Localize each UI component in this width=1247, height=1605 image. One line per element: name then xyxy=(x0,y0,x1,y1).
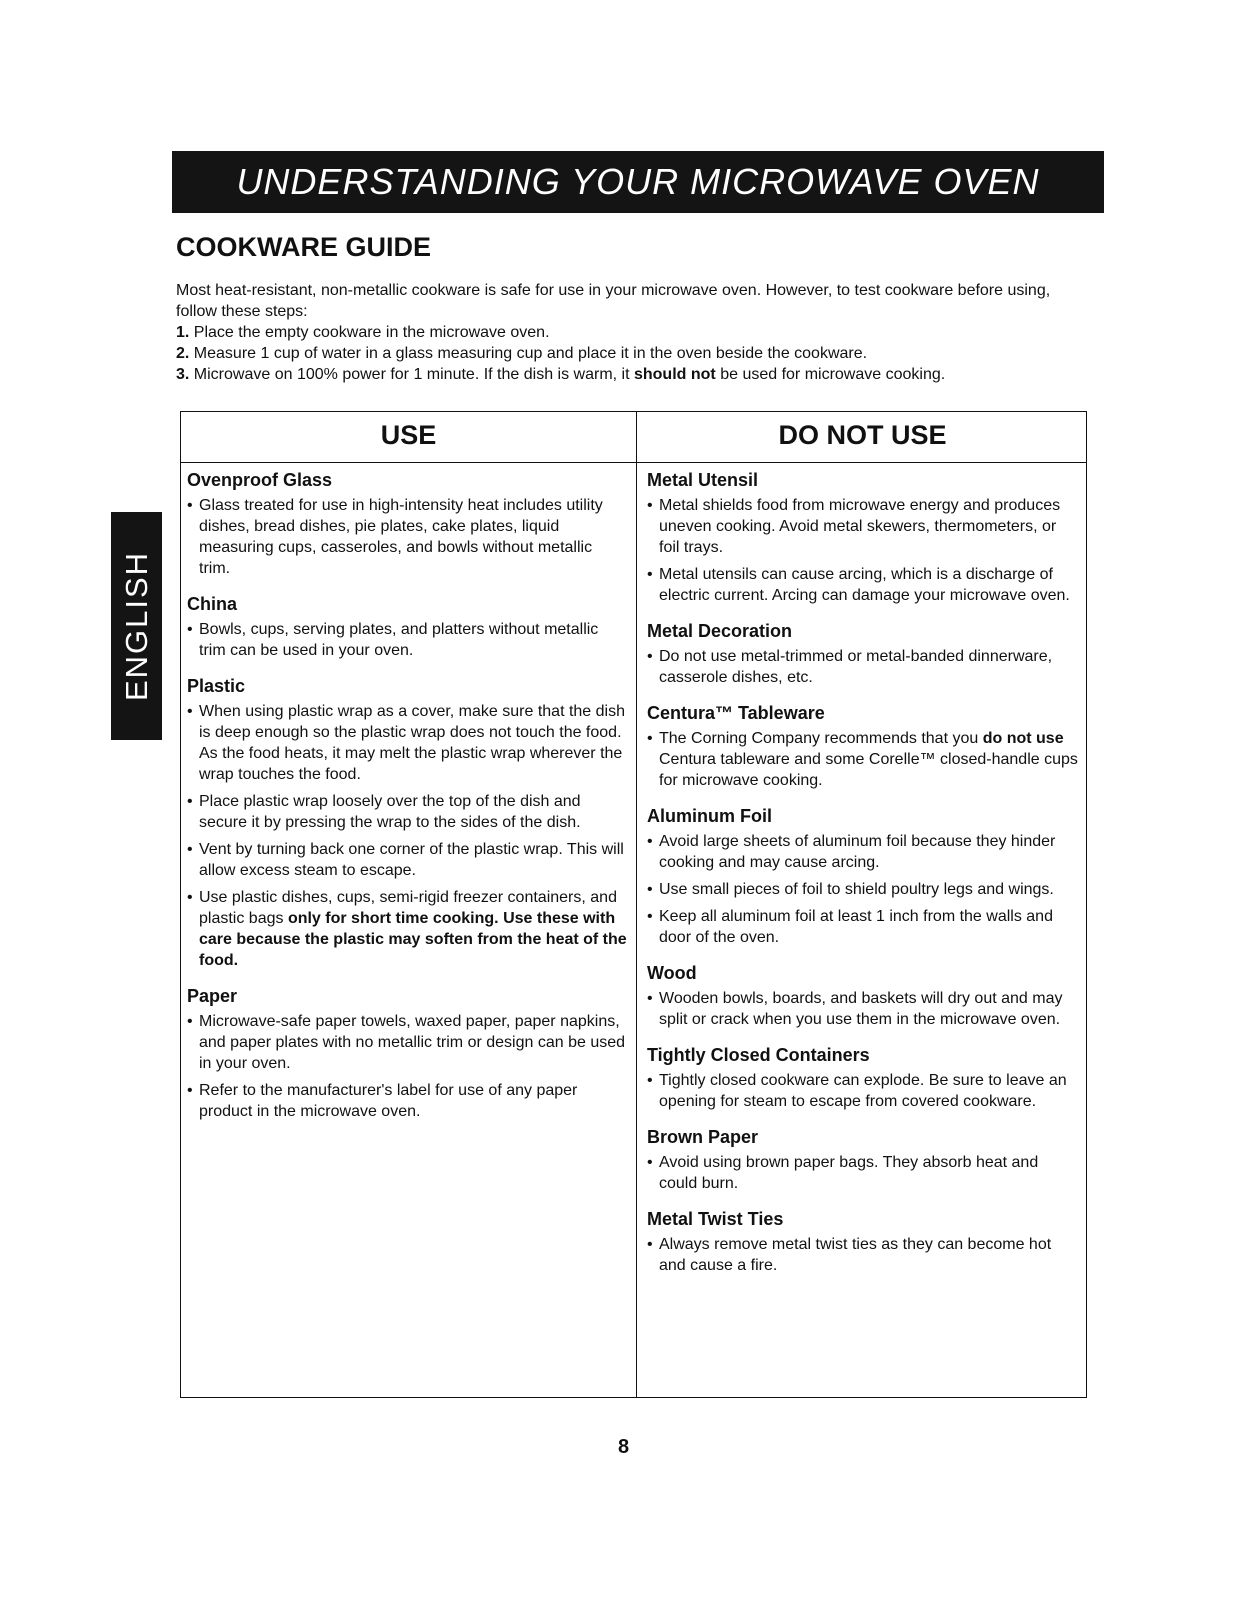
category-metal-twist-ties xyxy=(647,1208,1079,1276)
cookware-table xyxy=(180,411,1087,1398)
category-metal-decoration xyxy=(647,620,1079,688)
list-item: • Keep all aluminum foil at least 1 inch from the walls and door of the oven. xyxy=(647,906,1079,948)
list-item: • Tightly closed cookware can explode. Be sure to leave an opening for steam to escape from covered cookware. xyxy=(647,1070,1079,1112)
step-number: 2. xyxy=(176,345,190,362)
category-title: Plastic xyxy=(187,676,246,696)
language-tab-label: ENGLISH xyxy=(118,550,154,702)
category-title: Metal Utensil xyxy=(647,470,759,490)
list-item: • Bowls, cups, serving plates, and platters without metallic trim can be used in your oven. xyxy=(187,619,627,661)
category-title: Brown Paper xyxy=(647,1127,759,1147)
step-number: 1. xyxy=(176,324,190,341)
page-banner: UNDERSTANDING YOUR MICROWAVE OVEN xyxy=(172,151,1104,213)
list-item-text-bold: do not use xyxy=(982,730,1064,747)
list-item: • Microwave-safe paper towels, waxed paper, paper napkins, and paper plates with no metallic trim or design can be used in your oven. xyxy=(187,1011,627,1074)
list-item: • Vent by turning back one corner of the plastic wrap. This will allow excess steam to escape. xyxy=(187,839,627,881)
list-item: • Metal shields food from microwave energy and produces uneven cooking. Avoid metal skewers, thermometers, or foil trays. xyxy=(647,495,1079,558)
list-item-text: Use plastic dishes, cups, semi-rigid freezer containers, and plastic bags xyxy=(199,889,617,927)
step-text-bold: should not xyxy=(633,366,716,383)
step-text: Microwave on 100% power for 1 minute. If the dish is warm, it xyxy=(193,366,634,383)
list-item: • Do not use metal-trimmed or metal-banded dinnerware, casserole dishes, etc. xyxy=(647,646,1079,688)
category-title: Paper xyxy=(187,986,238,1006)
intro-block xyxy=(176,280,1066,385)
do-not-use-column-header: DO NOT USE xyxy=(778,420,947,450)
language-tab xyxy=(111,512,162,740)
category-title: Wood xyxy=(647,963,697,983)
list-item: • Always remove metal twist ties as they can become hot and cause a fire. xyxy=(647,1234,1079,1276)
category-title: Tightly Closed Containers xyxy=(647,1045,870,1065)
category-centura-tableware xyxy=(647,702,1079,791)
list-item-text: Centura tableware and some Corelle™ closed-handle cups for microwave cooking. xyxy=(659,751,1078,789)
intro-paragraph: Most heat-resistant, non-metallic cookware is safe for use in your microwave oven. However, to test cookware before using, follow these steps: xyxy=(176,282,1051,320)
use-column xyxy=(187,469,627,1136)
step-text: Place the empty cookware in the microwave oven. xyxy=(193,324,550,341)
list-item-text-bold: only for short time cooking. Use these with care because the plastic may soften from the heat of the food. xyxy=(199,910,627,969)
list-item: • Avoid large sheets of aluminum foil because they hinder cooking and may cause arcing. xyxy=(647,831,1079,873)
category-ovenproof-glass xyxy=(187,469,627,579)
category-title: China xyxy=(187,594,238,614)
category-title: Ovenproof Glass xyxy=(187,470,333,490)
do-not-use-column xyxy=(647,469,1079,1290)
use-column-header: USE xyxy=(380,420,437,450)
step-text: Measure 1 cup of water in a glass measuring cup and place it in the oven beside the cookware. xyxy=(193,345,868,362)
column-divider xyxy=(636,412,637,1397)
list-item xyxy=(647,728,1079,791)
list-item: • Use small pieces of foil to shield poultry legs and wings. xyxy=(647,879,1079,900)
list-item: • Metal utensils can cause arcing, which is a discharge of electric current. Arcing can damage your microwave oven. xyxy=(647,564,1079,606)
category-title: Metal Twist Ties xyxy=(647,1209,784,1229)
list-item: • Avoid using brown paper bags. They absorb heat and could burn. xyxy=(647,1152,1079,1194)
intro-step xyxy=(176,364,1066,385)
list-item: • Refer to the manufacturer's label for use of any paper product in the microwave oven. xyxy=(187,1080,627,1122)
list-item-text: The Corning Company recommends that you xyxy=(659,730,983,747)
category-brown-paper xyxy=(647,1126,1079,1194)
category-plastic xyxy=(187,675,627,971)
category-aluminum-foil xyxy=(647,805,1079,948)
category-title: Centura™ Tableware xyxy=(647,703,825,723)
list-item: • Glass treated for use in high-intensity heat includes utility dishes, bread dishes, pie plates, cake plates, liquid measuring cups, casseroles, and bowls without metallic trim. xyxy=(187,495,627,579)
category-metal-utensil xyxy=(647,469,1079,606)
step-text: be used for microwave cooking. xyxy=(715,366,946,383)
category-tightly-closed-containers xyxy=(647,1044,1079,1112)
header-divider xyxy=(181,462,1086,463)
intro-step xyxy=(176,343,1066,364)
section-title: COOKWARE GUIDE xyxy=(176,232,432,262)
list-item: • Wooden bowls, boards, and baskets will dry out and may split or crack when you use them in the microwave oven. xyxy=(647,988,1079,1030)
intro-step xyxy=(176,322,1066,343)
category-wood xyxy=(647,962,1079,1030)
category-paper xyxy=(187,985,627,1122)
list-item xyxy=(187,887,627,971)
list-item: • Place plastic wrap loosely over the top of the dish and secure it by pressing the wrap to the sides of the dish. xyxy=(187,791,627,833)
category-china xyxy=(187,593,627,661)
category-title: Aluminum Foil xyxy=(647,806,772,826)
page-number: 8 xyxy=(617,1436,630,1458)
step-number: 3. xyxy=(176,366,190,383)
list-item: • When using plastic wrap as a cover, make sure that the dish is deep enough so the plastic wrap does not touch the food. As the food heats, it may melt the plastic wrap wherever the wrap touches the food. xyxy=(187,701,627,785)
category-title: Metal Decoration xyxy=(647,621,793,641)
